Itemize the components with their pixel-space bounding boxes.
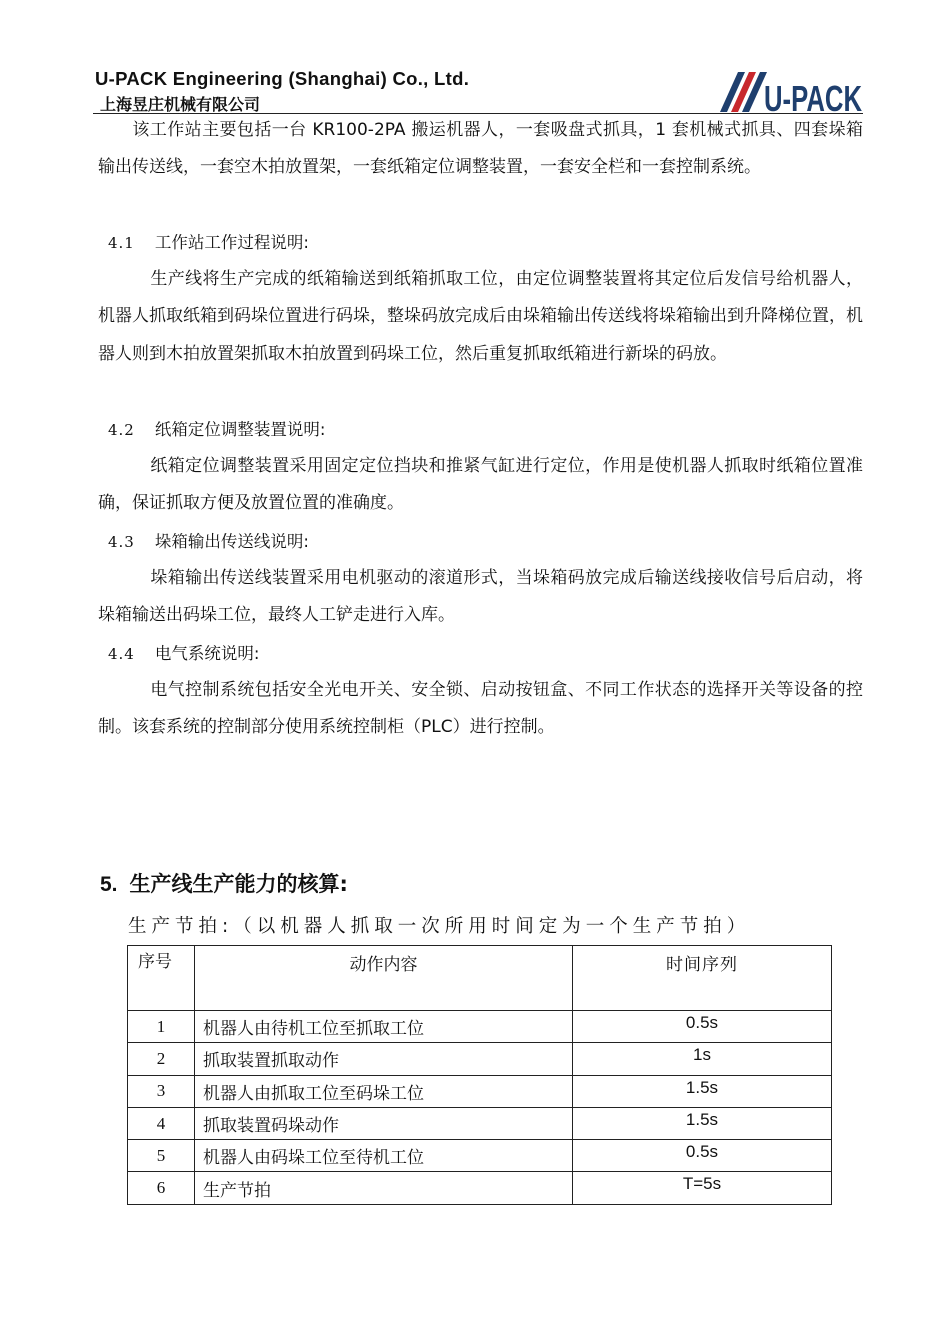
section-heading — [108, 532, 309, 552]
cell-time: T=5s — [573, 1172, 832, 1204]
cell-action: 机器人由抓取工位至码垛工位 — [195, 1075, 573, 1107]
production-beat-label: 生产节拍:（以机器人抓取一次所用时间定为一个生产节拍） — [128, 916, 751, 937]
cell-seq: 4 — [128, 1107, 195, 1139]
section-title: 垛箱输出传送线说明: — [154, 532, 309, 551]
section-body-text: 电气控制系统包括安全光电开关、安全锁、启动按钮盒、不同工作状态的选择开关等设备的控制。该套系统的控制部分使用系统控制柜（PLC）进行控制。 — [98, 680, 863, 738]
table-row — [128, 1107, 832, 1139]
cell-action: 机器人由待机工位至抓取工位 — [195, 1011, 573, 1043]
section-5-number: 5. — [100, 873, 118, 896]
section-5-title: 生产线生产能力的核算: — [129, 872, 348, 896]
cell-seq: 6 — [128, 1172, 195, 1204]
table-header-row — [128, 946, 832, 1011]
cell-time: 1s — [573, 1043, 832, 1075]
header-action: 动作内容 — [195, 946, 573, 1011]
cell-seq: 2 — [128, 1043, 195, 1075]
section-heading — [108, 420, 325, 440]
section-heading — [108, 644, 259, 664]
section-body-text: 纸箱定位调整装置采用固定定位挡块和推紧气缸进行定位，作用是使机器人抓取时纸箱位置准确，保证抓取方便及放置位置的准确度。 — [98, 456, 863, 514]
cell-seq: 5 — [128, 1140, 195, 1172]
upack-logo — [718, 70, 863, 119]
section-number: 4.3 — [108, 533, 135, 551]
table-row — [128, 1172, 832, 1204]
cell-seq: 3 — [128, 1075, 195, 1107]
section-title: 纸箱定位调整装置说明: — [154, 420, 326, 439]
cell-time: 0.5s — [573, 1140, 832, 1172]
intro-text: 该工作站主要包括一台 KR100-2PA 搬运机器人，一套吸盘式抓具，1 套机械式抓具、四套垛箱输出传送线，一套空木拍放置架，一套纸箱定位调整装置，一套安全栏和一套控制系统。 — [98, 120, 863, 178]
cell-action: 机器人由码垛工位至待机工位 — [195, 1140, 573, 1172]
section-title: 工作站工作过程说明: — [154, 233, 309, 252]
header-seq: 序号 — [128, 946, 195, 1011]
table-row — [128, 1043, 832, 1075]
cell-action: 抓取装置码垛动作 — [195, 1107, 573, 1139]
cell-time: 0.5s — [573, 1011, 832, 1043]
intro-paragraph — [98, 112, 863, 187]
header-time: 时间序列 — [573, 946, 832, 1011]
section-body — [98, 560, 863, 635]
production-beat-table — [127, 945, 832, 1205]
company-name-english: U-PACK Engineering (Shanghai) Co., Ltd. — [95, 68, 470, 89]
cell-time: 1.5s — [573, 1075, 832, 1107]
cell-action: 生产节拍 — [195, 1172, 573, 1204]
cell-action: 抓取装置抓取动作 — [195, 1043, 573, 1075]
section-body — [98, 448, 863, 523]
section-body-text: 生产线将生产完成的纸箱输送到纸箱抓取工位，由定位调整装置将其定位后发信号给机器人，机器人抓取纸箱到码垛位置进行码垛，整垛码放完成后由垛箱输出传送线将垛箱输出到升降梯位置，机器人则到木拍放置架抓取木拍放置到码垛工位，然后重复抓取纸箱进行新垛的码放。 — [98, 269, 863, 364]
section-number: 4.2 — [108, 421, 135, 439]
cell-seq: 1 — [128, 1011, 195, 1043]
section-body — [98, 261, 863, 373]
table-row — [128, 1075, 832, 1107]
table-row — [128, 1140, 832, 1172]
logo-wordmark: U-PACK — [764, 78, 862, 119]
section-heading — [108, 233, 309, 253]
company-name-chinese: 上海昱庄机械有限公司 — [100, 95, 261, 114]
section-title: 电气系统说明: — [154, 644, 260, 663]
section-number: 4.1 — [108, 234, 135, 252]
section-body — [98, 672, 863, 747]
cell-time: 1.5s — [573, 1107, 832, 1139]
section-body-text: 垛箱输出传送线装置采用电机驱动的滚道形式，当垛箱码放完成后输送线接收信号后启动，将垛箱输送出码垛工位，最终人工铲走进行入库。 — [98, 568, 863, 626]
section-number: 4.4 — [108, 645, 135, 663]
table-row — [128, 1011, 832, 1043]
section-5-heading — [100, 868, 348, 898]
